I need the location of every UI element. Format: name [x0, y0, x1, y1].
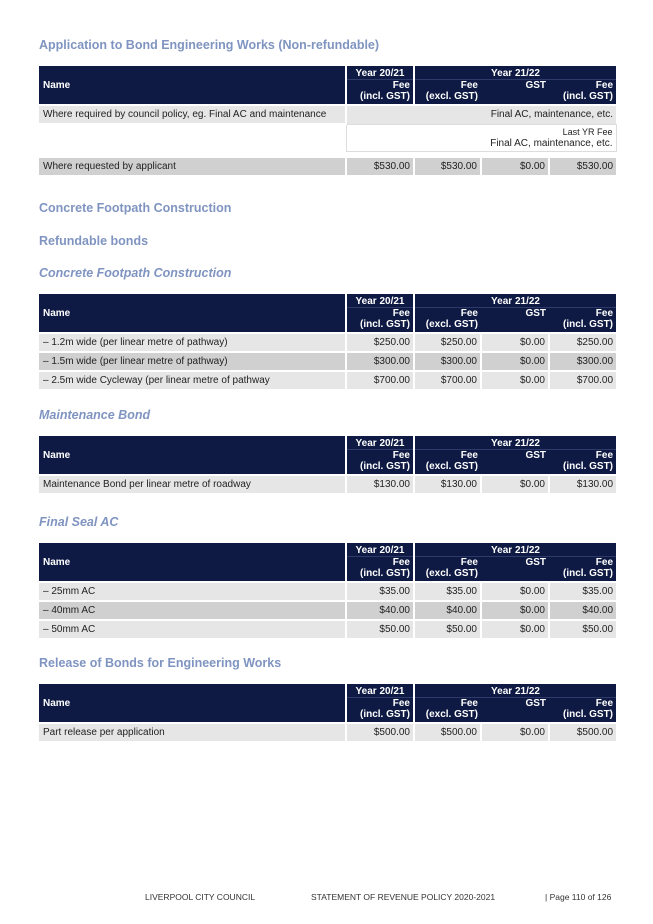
- row-value-last-yr: Last YR Fee Final AC, maintenance, etc.: [346, 124, 616, 151]
- gst: $0.00: [481, 601, 549, 620]
- col-header-gst: GST: [481, 308, 549, 334]
- gst: $0.00: [481, 620, 549, 638]
- fee-table-footpath: [39, 294, 616, 389]
- table-row: [39, 620, 616, 638]
- col-header-fee-excl: Fee (excl. GST): [414, 557, 481, 583]
- col-header-year-prev: Year 20/21: [346, 436, 414, 450]
- section-heading-concrete-footpath: Concrete Footpath Construction: [39, 201, 232, 215]
- fee-incl-prev: $35.00: [346, 582, 414, 601]
- col-header-fee-excl: Fee (excl. GST): [414, 80, 481, 106]
- row-name: – 50mm AC: [39, 620, 346, 638]
- col-header-fee-excl: Fee (excl. GST): [414, 308, 481, 334]
- col-header-fee-incl-curr: Fee (incl. GST): [549, 80, 616, 106]
- fee-table-app-bond: [39, 66, 617, 175]
- col-header-year-curr: Year 21/22: [414, 66, 616, 80]
- row-name: Where requested by applicant: [39, 157, 346, 175]
- gst: $0.00: [481, 723, 549, 741]
- fee-excl: $250.00: [414, 333, 481, 352]
- section-heading-refundable-bonds: Refundable bonds: [39, 234, 149, 248]
- col-header-fee-incl: Fee (incl. GST): [346, 308, 414, 334]
- col-header-fee-incl-curr: Fee (incl. GST): [549, 450, 616, 476]
- col-header-fee-excl: Fee (excl. GST): [414, 450, 481, 476]
- fee-incl-curr: $700.00: [549, 371, 616, 389]
- col-header-fee-excl: Fee (excl. GST): [414, 698, 481, 724]
- col-header-gst: GST: [481, 450, 549, 476]
- fee-excl: $35.00: [414, 582, 481, 601]
- col-header-fee-incl: Fee (incl. GST): [346, 698, 414, 724]
- col-header-year-curr: Year 21/22: [414, 684, 616, 698]
- col-header-gst: GST: [481, 557, 549, 583]
- col-header-gst: GST: [481, 698, 549, 724]
- row-name: Maintenance Bond per linear metre of roadway: [39, 475, 346, 493]
- col-header-fee-incl: Fee (incl. GST): [346, 450, 414, 476]
- fee-excl: $530.00: [414, 157, 481, 175]
- fee-incl-curr: $250.00: [549, 333, 616, 352]
- fee-incl-curr: $40.00: [549, 601, 616, 620]
- col-header-fee-incl-curr: Fee (incl. GST): [549, 557, 616, 583]
- gst: $0.00: [481, 582, 549, 601]
- row-name: Part release per application: [39, 723, 346, 741]
- fee-excl: $500.00: [414, 723, 481, 741]
- row-name: – 1.2m wide (per linear metre of pathway): [39, 333, 346, 352]
- col-header-fee-incl-curr: Fee (incl. GST): [549, 308, 616, 334]
- table-row: [39, 333, 616, 352]
- fee-incl-prev: $530.00: [346, 157, 414, 175]
- col-header-name: Name: [39, 66, 346, 105]
- table-row: [39, 723, 616, 741]
- fee-excl: $130.00: [414, 475, 481, 493]
- subsection-heading-maintenance-bond: Maintenance Bond: [39, 408, 151, 422]
- table-row: [39, 475, 616, 493]
- table-row: [39, 601, 616, 620]
- col-header-year-curr: Year 21/22: [414, 294, 616, 308]
- col-header-year-curr: Year 21/22: [414, 436, 616, 450]
- col-header-year-prev: Year 20/21: [346, 66, 414, 80]
- table-row: [39, 352, 616, 371]
- col-header-year-curr: Year 21/22: [414, 543, 616, 557]
- col-header-name: Name: [39, 294, 346, 333]
- table-row: [39, 157, 616, 175]
- fee-incl-curr: $300.00: [549, 352, 616, 371]
- gst: $0.00: [481, 157, 549, 175]
- fee-incl-curr: $500.00: [549, 723, 616, 741]
- gst: $0.00: [481, 352, 549, 371]
- footer-statement: STATEMENT OF REVENUE POLICY 2020-2021: [311, 892, 496, 902]
- row-name: – 1.5m wide (per linear metre of pathway): [39, 352, 346, 371]
- fee-incl-prev: $130.00: [346, 475, 414, 493]
- table-row: [39, 371, 616, 389]
- fee-incl-prev: $500.00: [346, 723, 414, 741]
- gst: $0.00: [481, 475, 549, 493]
- fee-incl-curr: $50.00: [549, 620, 616, 638]
- fee-incl-curr: $130.00: [549, 475, 616, 493]
- col-header-name: Name: [39, 436, 346, 475]
- table-row: [39, 124, 616, 151]
- fee-incl-prev: $700.00: [346, 371, 414, 389]
- fee-incl-prev: $300.00: [346, 352, 414, 371]
- fee-incl-prev: $250.00: [346, 333, 414, 352]
- row-name: – 40mm AC: [39, 601, 346, 620]
- row-name: – 25mm AC: [39, 582, 346, 601]
- row-name: – 2.5m wide Cycleway (per linear metre of pathway: [39, 371, 346, 389]
- col-header-name: Name: [39, 543, 346, 582]
- fee-table-final-seal: [39, 543, 616, 638]
- fee-incl-curr: $35.00: [549, 582, 616, 601]
- gst: $0.00: [481, 333, 549, 352]
- table-row: [39, 105, 616, 124]
- fee-excl: $700.00: [414, 371, 481, 389]
- col-header-year-prev: Year 20/21: [346, 684, 414, 698]
- fee-excl: $300.00: [414, 352, 481, 371]
- col-header-fee-incl-curr: Fee (incl. GST): [549, 698, 616, 724]
- col-header-fee-incl: Fee (incl. GST): [346, 80, 414, 106]
- table-row: [39, 582, 616, 601]
- col-header-gst: GST: [481, 80, 549, 106]
- footer-council: LIVERPOOL CITY COUNCIL: [145, 892, 256, 902]
- fee-incl-prev: $40.00: [346, 601, 414, 620]
- footer-page-number: | Page 110 of 126: [545, 892, 612, 902]
- fee-incl-curr: $530.00: [549, 157, 616, 175]
- subsection-heading-concrete-footpath: Concrete Footpath Construction: [39, 266, 232, 280]
- section-heading-app-bond: Application to Bond Engineering Works (Non-refundable): [39, 38, 380, 52]
- col-header-year-prev: Year 20/21: [346, 543, 414, 557]
- fee-excl: $50.00: [414, 620, 481, 638]
- row-name: Where required by council policy, eg. Final AC and maintenance: [39, 105, 346, 124]
- subsection-heading-final-seal: Final Seal AC: [39, 515, 119, 529]
- fee-excl: $40.00: [414, 601, 481, 620]
- col-header-year-prev: Year 20/21: [346, 294, 414, 308]
- col-header-fee-incl: Fee (incl. GST): [346, 557, 414, 583]
- gst: $0.00: [481, 371, 549, 389]
- fee-incl-prev: $50.00: [346, 620, 414, 638]
- col-header-name: Name: [39, 684, 346, 723]
- section-heading-release-bonds: Release of Bonds for Engineering Works: [39, 656, 282, 670]
- row-value: Final AC, maintenance, etc.: [346, 105, 616, 124]
- fee-table-maintenance: [39, 436, 616, 493]
- fee-table-release: [39, 684, 616, 741]
